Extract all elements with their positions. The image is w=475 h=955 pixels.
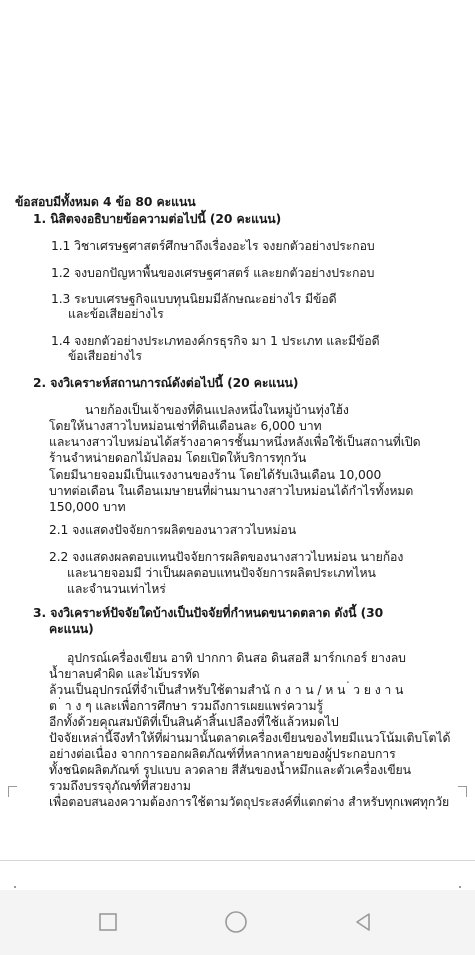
triangle-back-icon <box>351 910 375 934</box>
circle-icon <box>223 909 249 935</box>
page-divider <box>0 860 475 861</box>
question-3-paragraph-line: เพื่อตอบสนองความต้องการใช้ตามวัตถุประสงค์ที่แตกต่าง สำหรับทุกเพศทุกวัย <box>49 795 450 809</box>
home-button[interactable] <box>218 904 254 940</box>
square-icon <box>97 911 119 933</box>
exam-header: ข้อสอบมีทั้งหมด 4 ข้อ 80 คะแนน <box>15 195 196 209</box>
question-3-title: 3. จงวิเคราะห์ปัจจัยใดบ้างเป็นปัจจัยที่กำหนดขนาดตลาด ดังนี้ (30 <box>33 606 384 620</box>
page-corner-mark <box>8 786 17 797</box>
question-1-item: 1.1 วิชาเศรษฐศาสตร์ศึกษาถึงเรื่องอะไร จงยกตัวอย่างประกอบ <box>51 239 375 253</box>
question-2-paragraph-line: ร้านจำหน่ายดอกไม้ปลอม โดยเปิดให้บริการทุกวัน <box>49 451 307 465</box>
question-2-item-cont: และนายจอมมี ว่าเป็นผลตอบแทนปัจจัยการผลิตประเภทไหน <box>67 566 376 580</box>
navigation-bar <box>0 890 475 955</box>
question-2-paragraph-line: นายก้องเป็นเจ้าของที่ดินแปลงหนึ่งในหมู่บ้านทุ่งใฮ้ง <box>85 403 349 417</box>
question-2-paragraph-line: และนางสาวไบหม่อนได้สร้างอาคารชั้นมาหนึ่งหลังเพื่อใช้เป็นสถานที่เปิด <box>49 435 421 449</box>
question-1-item-cont: และข้อเสียอย่างไร <box>68 307 164 321</box>
question-2-item: 2.1 จงแสดงปัจจัยการผลิตของนาวสาวไบหม่อน <box>49 523 297 537</box>
question-3-paragraph-line: ทั้งชนิดผลิตภัณฑ์ รูปแบบ ลวดลาย สีสันของน้ำหมึกและตัวเครื่องเขียน <box>49 763 411 777</box>
question-1-item: 1.4 จงยกตัวอย่างประเภทองค์กรธุรกิจ มา 1 ประเภท และมีข้อดี <box>51 334 380 348</box>
recent-apps-button[interactable] <box>90 904 126 940</box>
question-2-title: 2. จงวิเคราะห์สถานการณ์ดังต่อไปนี้ (20 คะแนน) <box>33 376 299 390</box>
question-3-paragraph-line: รวมถึงบรรจุภัณฑ์ที่สวยงาม <box>49 779 191 793</box>
page-corner-mark <box>458 786 467 797</box>
question-1-item: 1.3 ระบบเศรษฐกิจแบบทุนนิยมมีลักษณะอย่างไร มีข้อดี <box>51 292 337 306</box>
question-3-paragraph-line: ต ่ า ง ๆ และเพื่อการศึกษา รวมถึงการเผยแพร่ความรู้ <box>49 699 323 713</box>
question-3-paragraph-line: น้ำยาลบคำผิด และไม้บรรทัด <box>49 667 200 681</box>
question-2-paragraph-line: โดยให้นางสาวไบหม่อนเช่าที่ดินเดือนละ 6,000 บาท <box>49 419 322 433</box>
question-1-title: 1. นิสิตจงอธิบายข้อความต่อไปนี้ (20 คะแนน) <box>33 212 282 226</box>
question-3-paragraph-line: ปัจจัยเหล่านี้จึงทำให้ที่ผ่านมานั้นตลาดเครื่องเขียนของไทยมีแนวโน้มเติบโตได้ <box>49 731 451 745</box>
question-1-item-cont: ข้อเสียอย่างไร <box>68 349 142 363</box>
question-2-item: 2.2 จงแสดงผลตอบแทนปัจจัยการผลิตของนางสาวไบหม่อน นายก้อง <box>49 550 404 564</box>
question-3-paragraph-line: ล้วนเป็นอุปกรณ์ที่จำเป็นสำหรับใช้ตามสำนั ก ง า น / ห น ่ ว ย ง า น <box>49 683 404 697</box>
question-2-paragraph-line: บาทต่อเดือน ในเดือนเมษายนที่ผ่านมานางสาวไบหม่อนได้กำไรทั้งหมด <box>49 484 414 498</box>
edge-dot <box>14 886 16 888</box>
question-3-title-cont: คะแนน) <box>49 622 94 636</box>
question-3-paragraph-line: อีกทั้งด้วยคุณสมบัติที่เป็นสินค้าสิ้นเปลืองที่ใช้แล้วหมดไป <box>49 715 339 729</box>
question-2-paragraph-line: โดยมีนายจอมมีเป็นแรงงานของร้าน โดยได้รับเงินเดือน 10,000 <box>49 468 382 482</box>
question-2-paragraph-line: 150,000 บาท <box>49 500 126 514</box>
question-2-item-cont: และจำนวนเท่าไหร่ <box>67 582 166 596</box>
back-button[interactable] <box>345 904 381 940</box>
question-3-paragraph-line: อย่างต่อเนื่อง จากการออกผลิตภัณฑ์ที่หลากหลายของผู้ประกอบการ <box>49 747 396 761</box>
edge-dot <box>459 886 461 888</box>
question-1-item: 1.2 จงบอกปัญหาพื้นของเศรษฐศาสตร์ และยกตัวอย่างประกอบ <box>51 266 375 280</box>
question-3-paragraph-line: อุปกรณ์เครื่องเขียน อาทิ ปากกา ดินสอ ดินสอสี มาร์กเกอร์ ยางลบ <box>67 651 406 665</box>
